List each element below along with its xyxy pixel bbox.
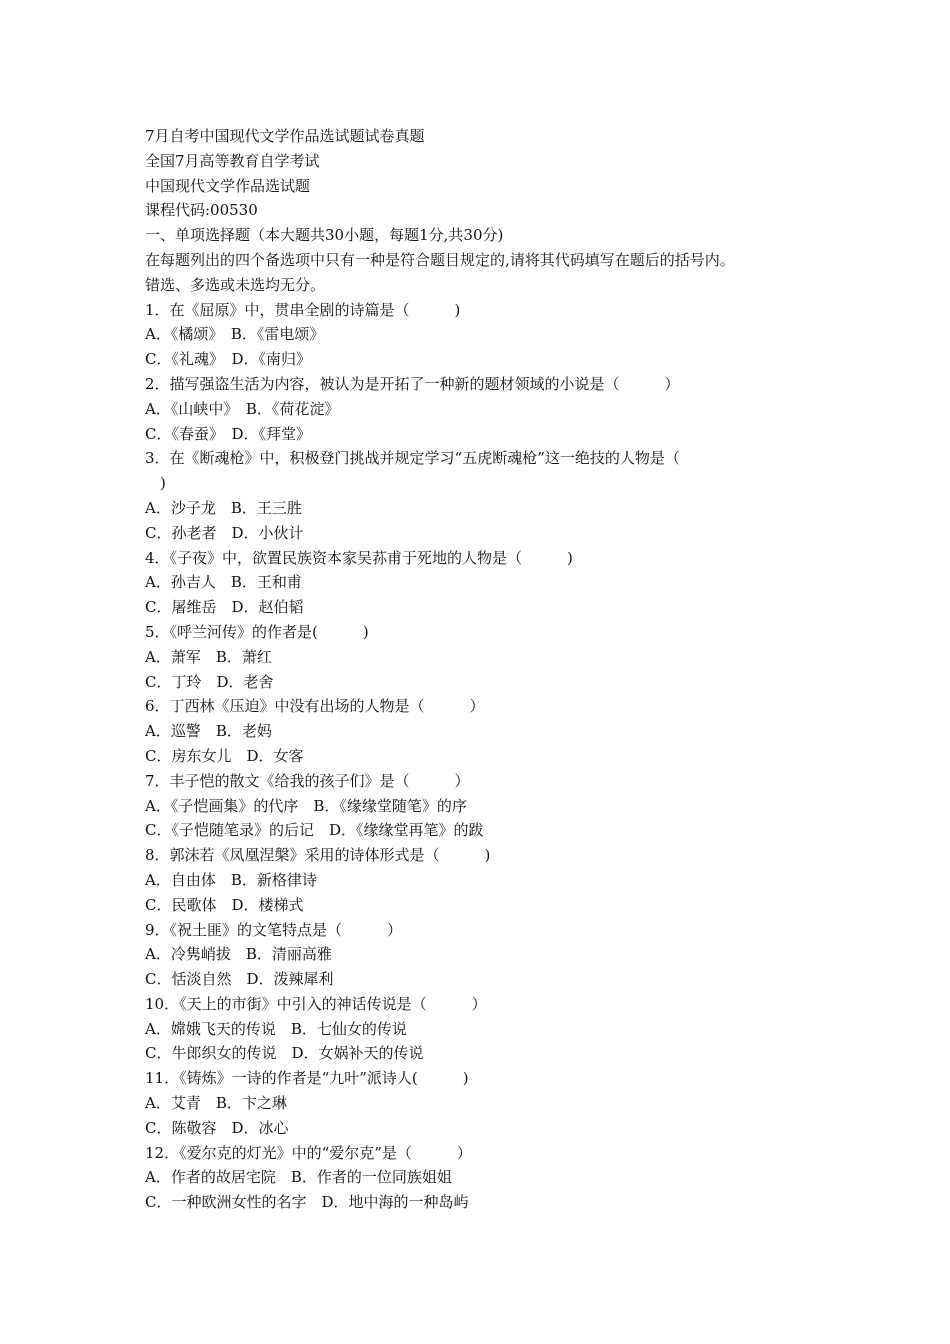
question-9: 9．《祝土匪》的文笔特点是（ ） (145, 920, 403, 939)
question-6-options-ab: A．巡警 B．老妈 (145, 722, 272, 741)
question-7-options-cd: C．《子恺随笔录》的后记 D．《缘缘堂再笔》的跋 (145, 821, 484, 840)
question-8: 8．郭沫若《凤凰涅槃》采用的诗体形式是（ ) (145, 846, 491, 865)
question-3-options-cd: C．孙老者 D．小伙计 (145, 523, 304, 542)
question-11-options-cd: C．陈敬容 D．冰心 (145, 1118, 289, 1137)
question-3-options-ab: A．沙子龙 B．王三胜 (145, 498, 302, 517)
question-10-options-ab: A．嫦娥飞天的传说 B．七仙女的传说 (145, 1019, 407, 1038)
question-12-options-ab: A．作者的故居宅院 B．作者的一位同族姐姐 (145, 1168, 452, 1187)
question-8-options-cd: C．民歌体 D．楼梯式 (145, 895, 304, 914)
question-5-options-cd: C．丁玲 D．老舍 (145, 672, 274, 691)
question-4-options-ab: A．孙吉人 B．王和甫 (145, 573, 302, 592)
question-11: 11．《铸炼》一诗的作者是“九叶”派诗人( ) (145, 1069, 469, 1088)
question-4-options-cd: C．屠维岳 D．赵伯韬 (145, 598, 304, 617)
question-7-options-ab: A．《子恺画集》的代序 B．《缘缘堂随笔》的序 (145, 796, 467, 815)
question-10-options-cd: C．牛郎织女的传说 D．女娲补天的传说 (145, 1044, 424, 1063)
question-11-options-ab: A．艾青 B．卞之琳 (145, 1094, 287, 1113)
document-subtitle: 全国7月高等教育自学考试 (145, 151, 320, 170)
instructions-line-2: 错选、多选或未选均无分。 (145, 275, 326, 294)
question-5-options-ab: A．萧军 B．萧红 (145, 647, 272, 666)
question-6-options-cd: C．房东女儿 D．女客 (145, 746, 304, 765)
question-9-options-cd: C．恬淡自然 D．泼辣犀利 (145, 970, 334, 989)
question-8-options-ab: A．自由体 B．新格律诗 (145, 870, 317, 889)
question-12: 12．《爱尔克的灯光》中的“爱尔克”是（ ） (145, 1143, 472, 1162)
exam-name: 中国现代文学作品选试题 (145, 176, 311, 195)
question-10: 10．《天上的市街》中引入的神话传说是（ ） (145, 994, 487, 1013)
question-2-options-cd: C．《春蚕》 D．《拜堂》 (145, 424, 312, 443)
question-12-options-cd: C．一种欧洲女性的名字 D．地中海的一种岛屿 (145, 1193, 469, 1212)
section-heading: 一、单项选择题（本大题共30小题，每题1分,共30分) (145, 226, 504, 245)
instructions-line-1: 在每题列出的四个备选项中只有一种是符合题目规定的,请将其代码填写在题后的括号内。 (145, 250, 735, 269)
question-3: 3．在《断魂枪》中，积极登门挑战并规定学习“五虎断魂枪”这一绝技的人物是（ (145, 449, 680, 468)
question-1-options-ab: A．《橘颂》 B．《雷电颂》 (145, 325, 325, 344)
question-2-options-ab: A．《山峡中》 B．《荷花淀》 (145, 399, 340, 418)
question-5: 5．《呼兰河传》的作者是( ) (145, 622, 369, 641)
document-title: 7月自考中国现代文学作品选试题试卷真题 (145, 127, 425, 145)
question-4: 4．《子夜》中，欲置民族资本家吴荪甫于死地的人物是（ ) (145, 548, 573, 567)
question-2: 2．描写强盗生活为内容，被认为是开拓了一种新的题材领域的小说是（ ） (145, 374, 680, 393)
question-1-options-cd: C．《礼魂》 D．《南归》 (145, 350, 312, 369)
course-code: 课程代码:00530 (145, 201, 258, 220)
question-3-continuation: ) (145, 474, 166, 493)
question-9-options-ab: A．冷隽峭拔 B．清丽高雅 (145, 945, 332, 964)
question-1: 1．在《屈原》中，贯串全剧的诗篇是（ ) (145, 300, 461, 319)
question-6: 6．丁西林《压迫》中没有出场的人物是（ ） (145, 697, 485, 716)
question-7: 7．丰子恺的散文《给我的孩子们》是（ ） (145, 771, 470, 790)
exam-document (145, 124, 825, 1215)
